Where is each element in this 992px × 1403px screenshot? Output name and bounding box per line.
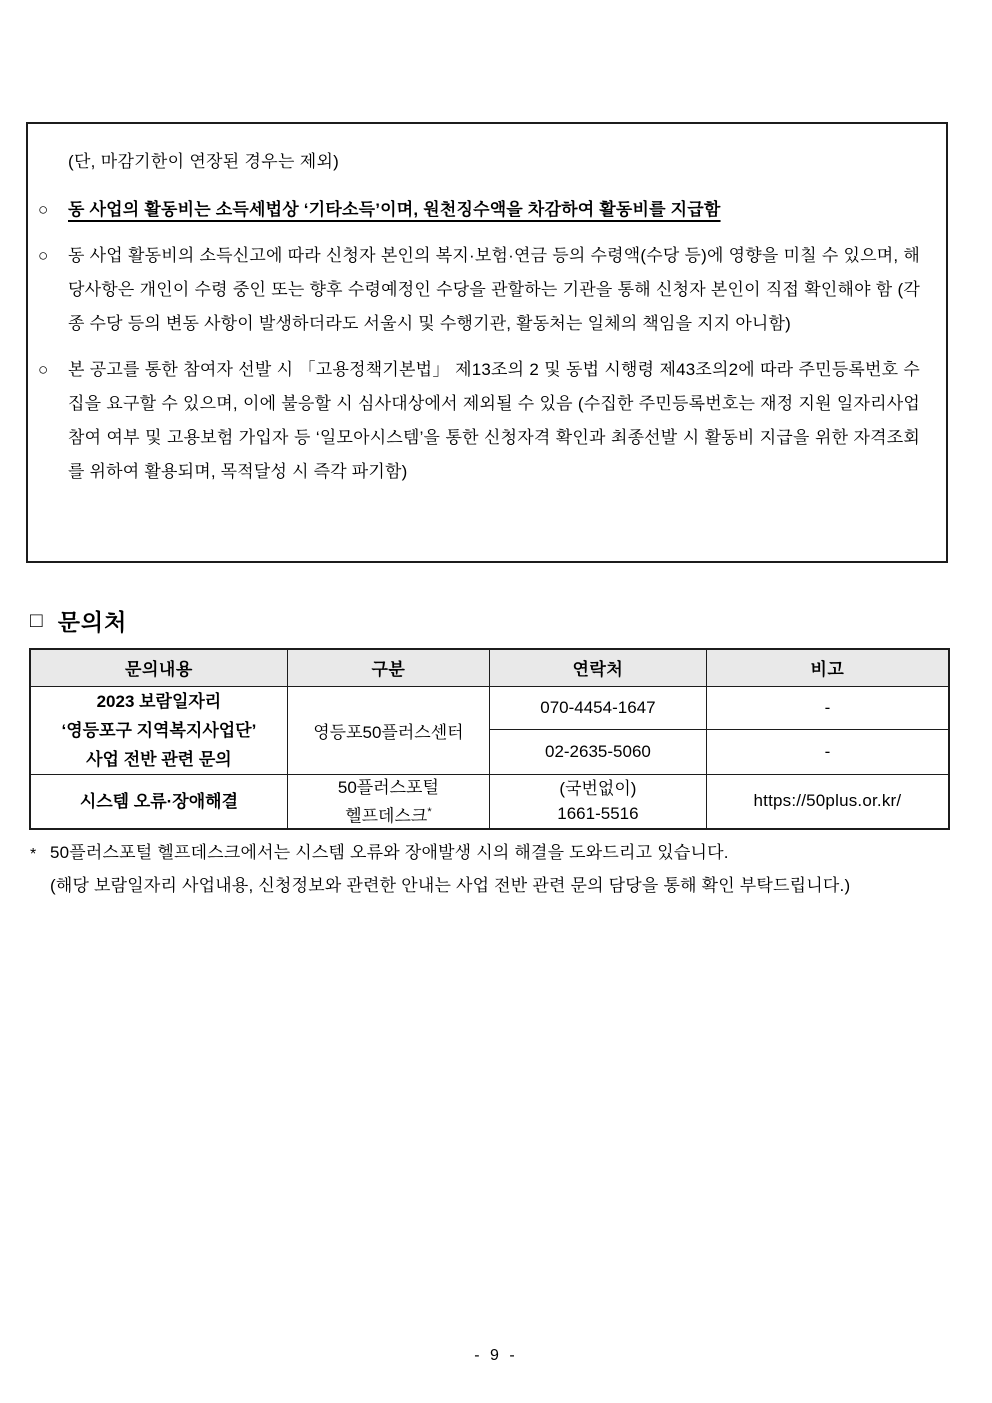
contact-table [29,648,950,830]
cell-program-category: 영등포50플러스센터 [287,686,489,774]
notice-item-income-report-text: 동 사업 활동비의 소득신고에 따라 신청자 본인의 복지·보험·연금 등의 수령액(수당 등)에 영향을 미칠 수 있으며, 해당사항은 개인이 수령 중인 또는 향후 수령예정인 수당을 관할하는 기관을 통해 신청자 본인이 직접 확인해야 함 (각종 수당 등의 변동 사항이 발생하더라도 서울시 및 수행기관, 활동처는 일체의 책임을 지지 아니함) [68,246,920,333]
footnote-line1: 50플러스포털 헬프데스크에서는 시스템 오류와 장애발생 시의 해결을 도와드리고 있습니다. [50,843,729,862]
notice-intro-line: (단, 마감기한이 연장된 경우는 제외) [68,152,340,171]
circle-bullet-icon: ○ [38,246,49,265]
system-phone-line1: (국번없이) [559,779,637,799]
notice-item-tax-text: 동 사업의 활동비는 소득세법상 ‘기타소득’이며, 원천징수액을 차감하여 활동비를 지급함 [68,200,721,219]
cell-program-inquiry [30,686,287,774]
header-note: 비고 [706,649,949,686]
circle-bullet-icon: ○ [38,360,49,379]
header-category: 구분 [287,649,489,686]
system-category-line2: 헬프데스크 [345,806,428,826]
system-phone-line2: 1661-5516 [557,804,639,824]
cell-program-phone-1: 070-4454-1647 [489,686,706,729]
cell-system-url: https://50plus.or.kr/ [706,774,949,829]
notice-item-income-report [38,239,920,341]
notice-item-resident-number [38,353,920,489]
page-number: - 9 - [474,1347,518,1364]
footnote-text [50,836,948,902]
notice-item-tax [38,193,920,227]
contact-section-title-text: 문의처 [57,609,128,635]
header-inquiry-content: 문의내용 [30,649,287,686]
asterisk-icon: * [30,846,37,863]
cell-program-note-2: - [706,729,949,774]
notice-item-resident-number-text: 본 공고를 통한 참여자 선발 시 「고용정책기본법」 제13조의 2 및 동법 시행령 제43조의2에 따라 주민등록번호 수집을 요구할 수 있으며, 이에 불응할 시 심사대상에서 제외될 수 있음 (수집한 주민등록번호는 재정 지원 일자리사업 참여 여부 및 고용보험 가입자 등 ‘일모아시스템’을 통한 신청자격 확인과 최종선발 시 활동비 지급을 위한 자격조회를 위하여 활용되며, 목적달성 시 즉각 파기함) [68,360,920,481]
table-row-system [30,774,949,829]
contact-table-header-row [30,649,949,686]
square-bullet-icon: □ [30,608,44,632]
program-inquiry-line3: 사업 전반 관련 문의 [86,749,232,769]
footnote [30,836,948,902]
program-inquiry-line1: 2023 보람일자리 [96,691,222,711]
footnote-asterisk-icon: * [427,805,432,818]
cell-system-phone [489,774,706,829]
contact-section-title [30,604,127,637]
footnote-line2: (해당 보람일자리 사업내용, 신청정보와 관련한 안내는 사업 전반 관련 문의 담당을 통해 확인 부탁드립니다.) [50,876,851,895]
cell-system-category [287,774,489,829]
table-row-program-a [30,686,949,729]
cell-program-note-1: - [706,686,949,729]
system-category-line1: 50플러스포털 [337,777,439,797]
program-inquiry-line2: ‘영등포구 지역복지사업단’ [61,720,257,740]
cell-system-inquiry: 시스템 오류·장애해결 [30,774,287,829]
cell-program-phone-2: 02-2635-5060 [489,729,706,774]
circle-bullet-icon: ○ [38,200,49,219]
header-contact: 연락처 [489,649,706,686]
notice-box [26,122,948,563]
